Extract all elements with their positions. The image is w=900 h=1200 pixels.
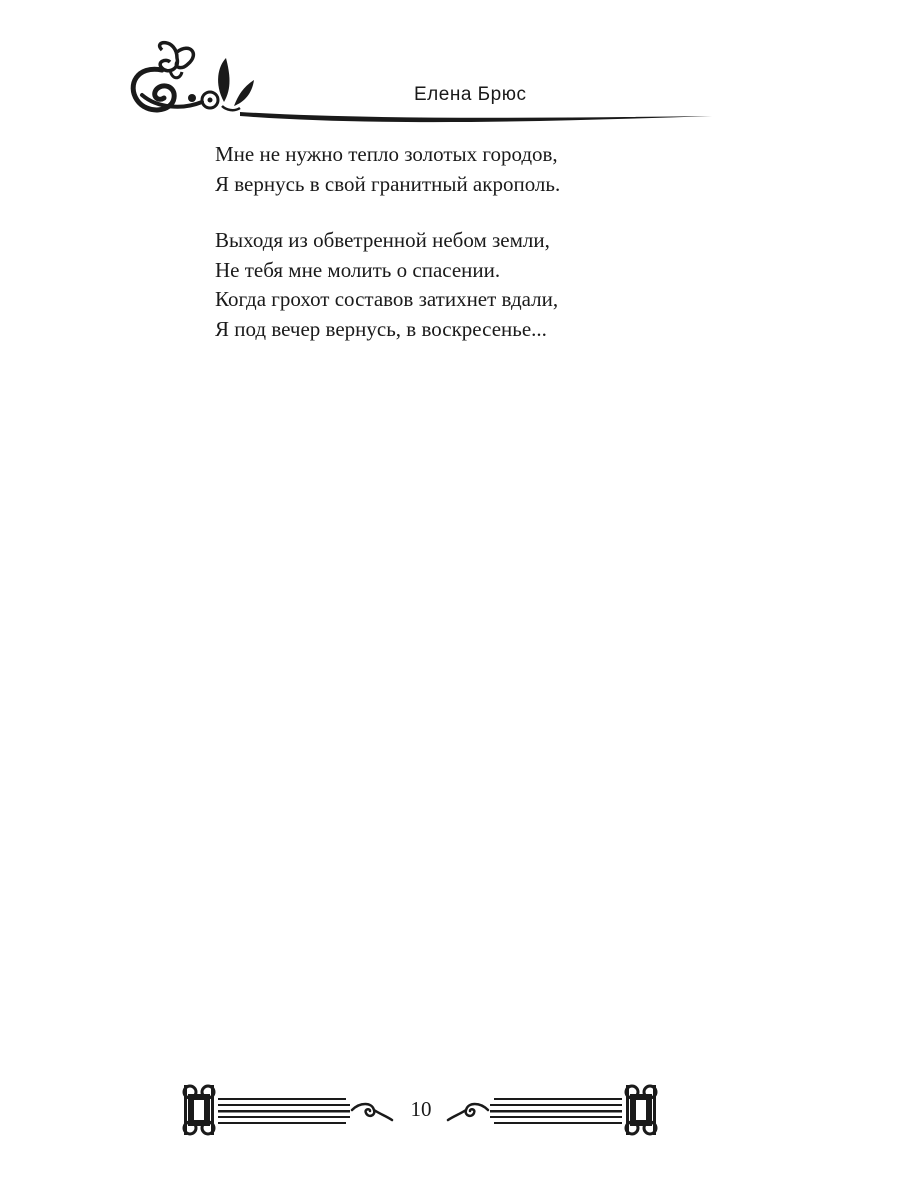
author-name: Елена Брюс [414, 84, 527, 105]
poem-line: Не тебя мне молить о спасении. [215, 257, 501, 282]
poem-line: Когда грохот составов затихнет вдали, [215, 287, 559, 311]
poem-line: Я под вечер вернусь, в воскресенье... [215, 316, 547, 341]
poem-line: Мне не нужно тепло золотых городов, [215, 142, 558, 166]
page-number: 10 [410, 1097, 432, 1121]
poem-line: Выходя из обветренной небом земли, [215, 228, 550, 252]
left-column-icon [184, 1085, 214, 1135]
poem-stanza-2 [215, 226, 775, 344]
poem-body [215, 140, 775, 371]
poem-stanza-1 [215, 140, 775, 199]
right-column-icon [626, 1085, 656, 1135]
poem-line: Я вернусь в свой гранитный акрополь. [215, 171, 561, 196]
